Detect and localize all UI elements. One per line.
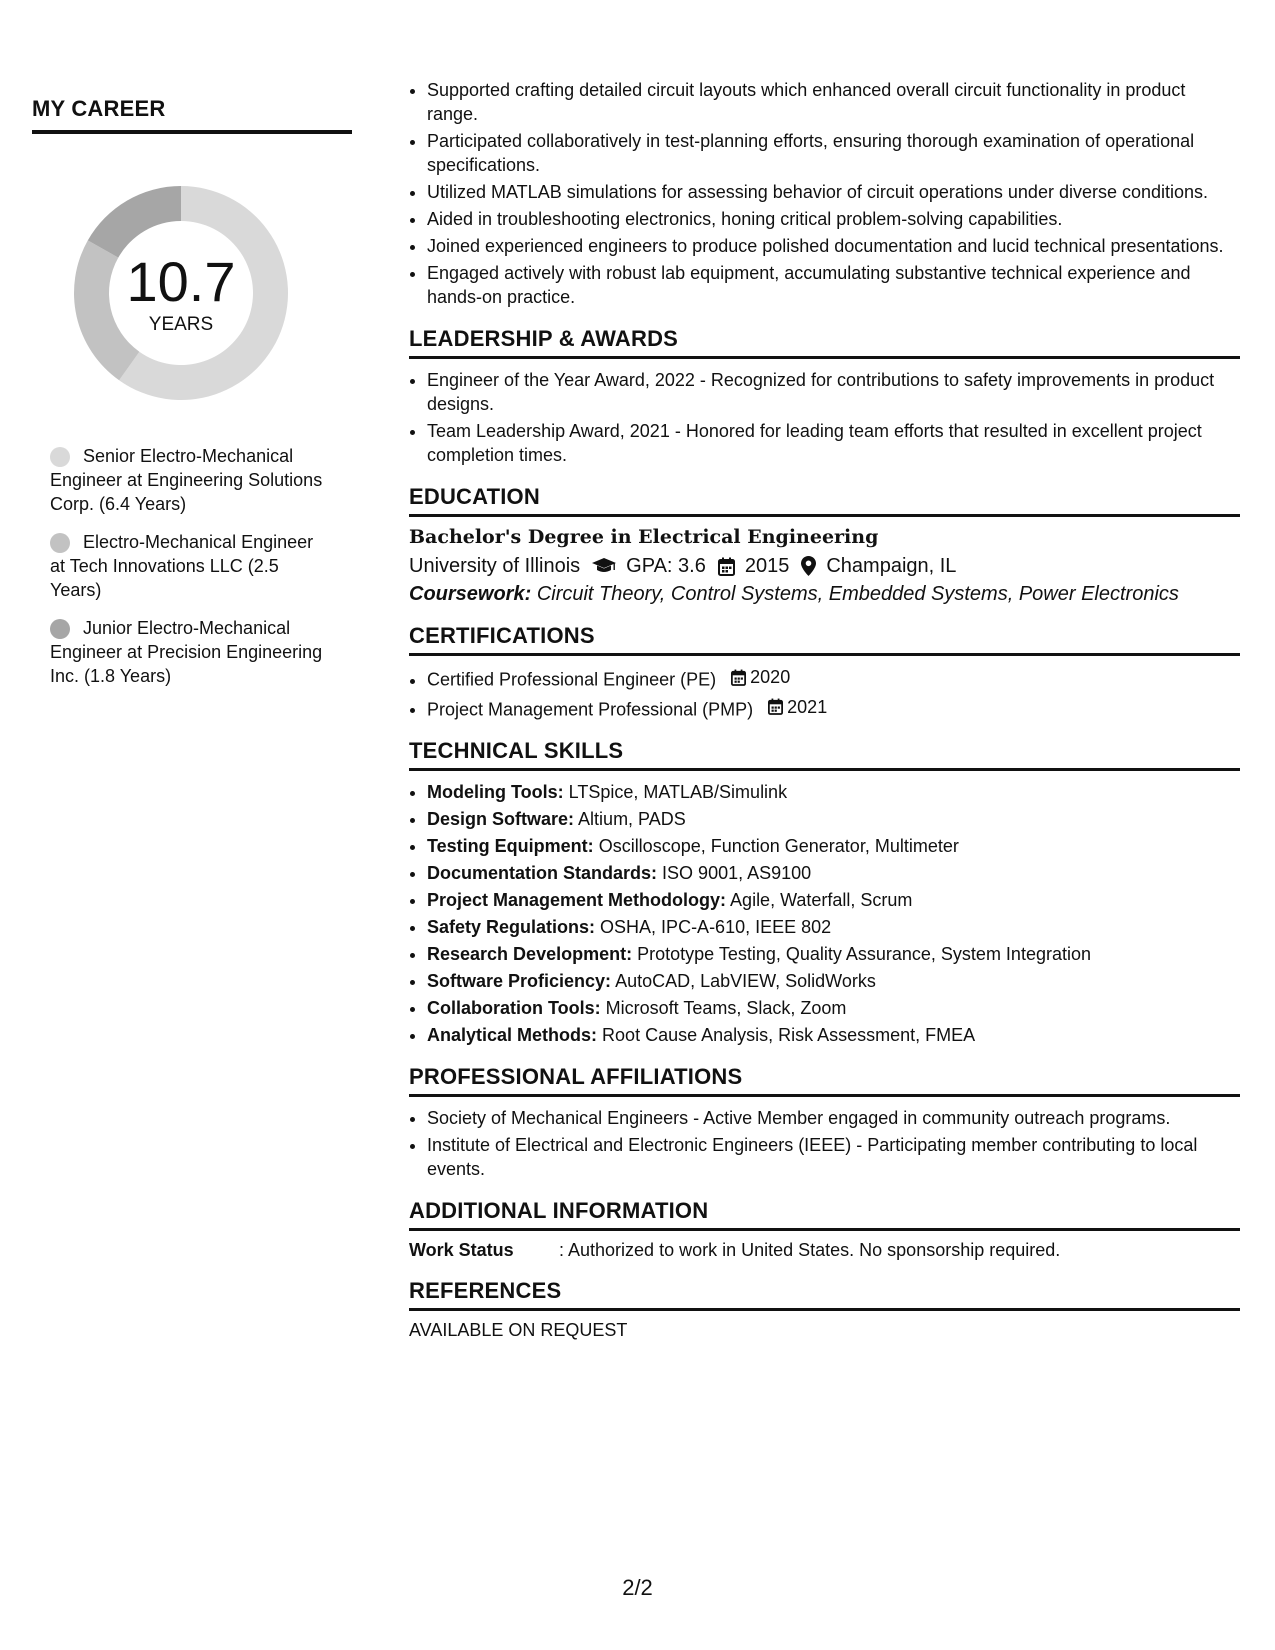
page-number: 2/2	[622, 1575, 653, 1600]
experience-bullet: • Joined experienced engineers to produce polished documentation and lucid technical presentations.	[427, 234, 1240, 258]
skill-item	[427, 969, 1240, 993]
legend-dot	[50, 533, 70, 553]
education-body	[409, 526, 1240, 606]
experience-bullet: • Utilized MATLAB simulations for assessing behavior of circuit operations under diverse conditions.	[427, 180, 1240, 204]
affiliation-item: • Institute of Electrical and Electronic Engineers (IEEE) - Participating member contributing to local events.	[427, 1133, 1240, 1181]
skill-value: ISO 9001, AS9100	[662, 863, 812, 883]
skill-item	[427, 888, 1240, 912]
section-title: REFERENCES	[409, 1278, 1240, 1311]
skill-label: Documentation Standards:	[427, 863, 658, 883]
skill-label: Modeling Tools:	[427, 782, 564, 802]
skill-label: Collaboration Tools:	[427, 998, 601, 1018]
legend-dot	[50, 447, 70, 467]
certification-item	[427, 695, 1240, 722]
work-status-value: : Authorized to work in United States. No sponsorship required.	[559, 1240, 1061, 1260]
certification-name: Project Management Professional (PMP)	[427, 699, 754, 719]
career-donut-chart	[66, 178, 296, 408]
skill-value: AutoCAD, LabVIEW, SolidWorks	[615, 971, 876, 991]
coursework	[409, 583, 1240, 606]
certification-item	[427, 665, 1240, 692]
section-title: LEADERSHIP & AWARDS	[409, 326, 1240, 359]
certification-name: Certified Professional Engineer (PE)	[427, 669, 717, 690]
total-years-unit: YEARS	[148, 314, 214, 335]
calendar-icon	[768, 698, 783, 715]
coursework-list: Circuit Theory, Control Systems, Embedded Systems, Power Electronics	[536, 583, 1179, 605]
gpa-text: GPA: 3.6	[626, 555, 706, 577]
sidebar	[32, 96, 352, 702]
leadership-section	[409, 326, 1240, 467]
skill-label: Software Proficiency:	[427, 971, 612, 991]
coursework-label: Coursework:	[409, 583, 532, 605]
skill-value: OSHA, IPC-A-610, IEEE 802	[600, 917, 832, 937]
career-item-text: Electro-Mechanical Engineer at Tech Innovations LLC (2.5 Years)	[50, 532, 314, 600]
graduation-cap-icon	[592, 557, 616, 575]
work-status-label: Work Status	[409, 1240, 514, 1260]
skill-item	[427, 861, 1240, 885]
skill-value: Oscilloscope, Function Generator, Multimeter	[598, 836, 959, 856]
award-item: • Engineer of the Year Award, 2022 - Recognized for contributions to safety improvements in product designs.	[427, 368, 1240, 416]
skills-list	[409, 780, 1240, 1047]
career-title: MY CAREER	[32, 96, 352, 134]
career-item	[50, 444, 330, 516]
certification-year: 2020	[750, 667, 791, 687]
skill-value: Prototype Testing, Quality Assurance, System Integration	[637, 944, 1091, 964]
career-item-text: Senior Electro-Mechanical Engineer at Engineering Solutions Corp. (6.4 Years)	[50, 446, 323, 514]
career-item-text: Junior Electro-Mechanical Engineer at Precision Engineering Inc. (1.8 Years)	[50, 618, 323, 686]
graduation-year: 2015	[744, 555, 790, 577]
skill-value: Root Cause Analysis, Risk Assessment, FMEA	[602, 1025, 976, 1045]
certifications-section	[409, 623, 1240, 721]
affiliation-item: • Society of Mechanical Engineers - Active Member engaged in community outreach programs.	[427, 1106, 1240, 1130]
degree-title: Bachelor's Degree in Electrical Engineering	[409, 526, 879, 548]
references-section	[409, 1278, 1240, 1341]
skills-section	[409, 738, 1240, 1047]
donut-center	[66, 178, 296, 408]
award-item: • Team Leadership Award, 2021 - Honored for leading team efforts that resulted in excellent project completion times.	[427, 419, 1240, 467]
skill-item	[427, 915, 1240, 939]
experience-bullet: • Participated collaboratively in test-planning efforts, ensuring thorough examination of operational specifications.	[427, 129, 1240, 177]
career-item	[50, 530, 330, 602]
education-details	[409, 552, 1240, 580]
certification-year: 2021	[787, 696, 828, 717]
skill-label: Design Software:	[427, 809, 575, 829]
education-section	[409, 484, 1240, 606]
skill-value: LTSpice, MATLAB/Simulink	[568, 782, 788, 802]
skill-label: Safety Regulations:	[427, 917, 596, 937]
career-item	[50, 616, 330, 688]
work-status-row	[409, 1240, 1240, 1261]
experience-bullet: • Engaged actively with robust lab equipment, accumulating substantive technical experience and hands-on practice.	[427, 261, 1240, 309]
school-location: Champaign, IL	[826, 555, 957, 577]
section-title: ADDITIONAL INFORMATION	[409, 1198, 1240, 1231]
skill-value: Microsoft Teams, Slack, Zoom	[605, 998, 847, 1018]
certifications-list	[409, 665, 1240, 721]
skill-item	[427, 780, 1240, 804]
affiliations-list	[409, 1106, 1240, 1181]
experience-bullets	[409, 78, 1240, 309]
skill-item	[427, 834, 1240, 858]
total-years-value: 10.7	[126, 250, 236, 313]
career-list	[50, 444, 330, 688]
skill-label: Project Management Methodology:	[427, 890, 727, 910]
school-name: University of Illinois	[409, 555, 581, 577]
section-title: TECHNICAL SKILLS	[409, 738, 1240, 771]
additional-section	[409, 1198, 1240, 1261]
skill-item	[427, 942, 1240, 966]
references-text: AVAILABLE ON REQUEST	[409, 1320, 628, 1340]
experience-bullet: • Aided in troubleshooting electronics, honing critical problem-solving capabilities.	[427, 207, 1240, 231]
skill-value: Altium, PADS	[578, 809, 686, 829]
section-title: PROFESSIONAL AFFILIATIONS	[409, 1064, 1240, 1097]
skill-item	[427, 1023, 1240, 1047]
calendar-icon	[718, 557, 735, 576]
skill-label: Analytical Methods:	[427, 1025, 598, 1045]
legend-dot	[50, 619, 70, 639]
skill-item	[427, 996, 1240, 1020]
location-pin-icon	[801, 556, 816, 576]
skill-label: Testing Equipment:	[427, 836, 594, 856]
skill-label: Research Development:	[427, 944, 633, 964]
skill-value: Agile, Waterfall, Scrum	[730, 890, 913, 910]
section-title: EDUCATION	[409, 484, 1240, 517]
affiliations-section	[409, 1064, 1240, 1181]
leadership-list	[409, 368, 1240, 467]
main-column	[409, 78, 1240, 1341]
experience-bullet: • Supported crafting detailed circuit layouts which enhanced overall circuit functionality in product range.	[427, 78, 1240, 126]
calendar-icon	[731, 669, 746, 686]
skill-item	[427, 807, 1240, 831]
section-title: CERTIFICATIONS	[409, 623, 1240, 656]
